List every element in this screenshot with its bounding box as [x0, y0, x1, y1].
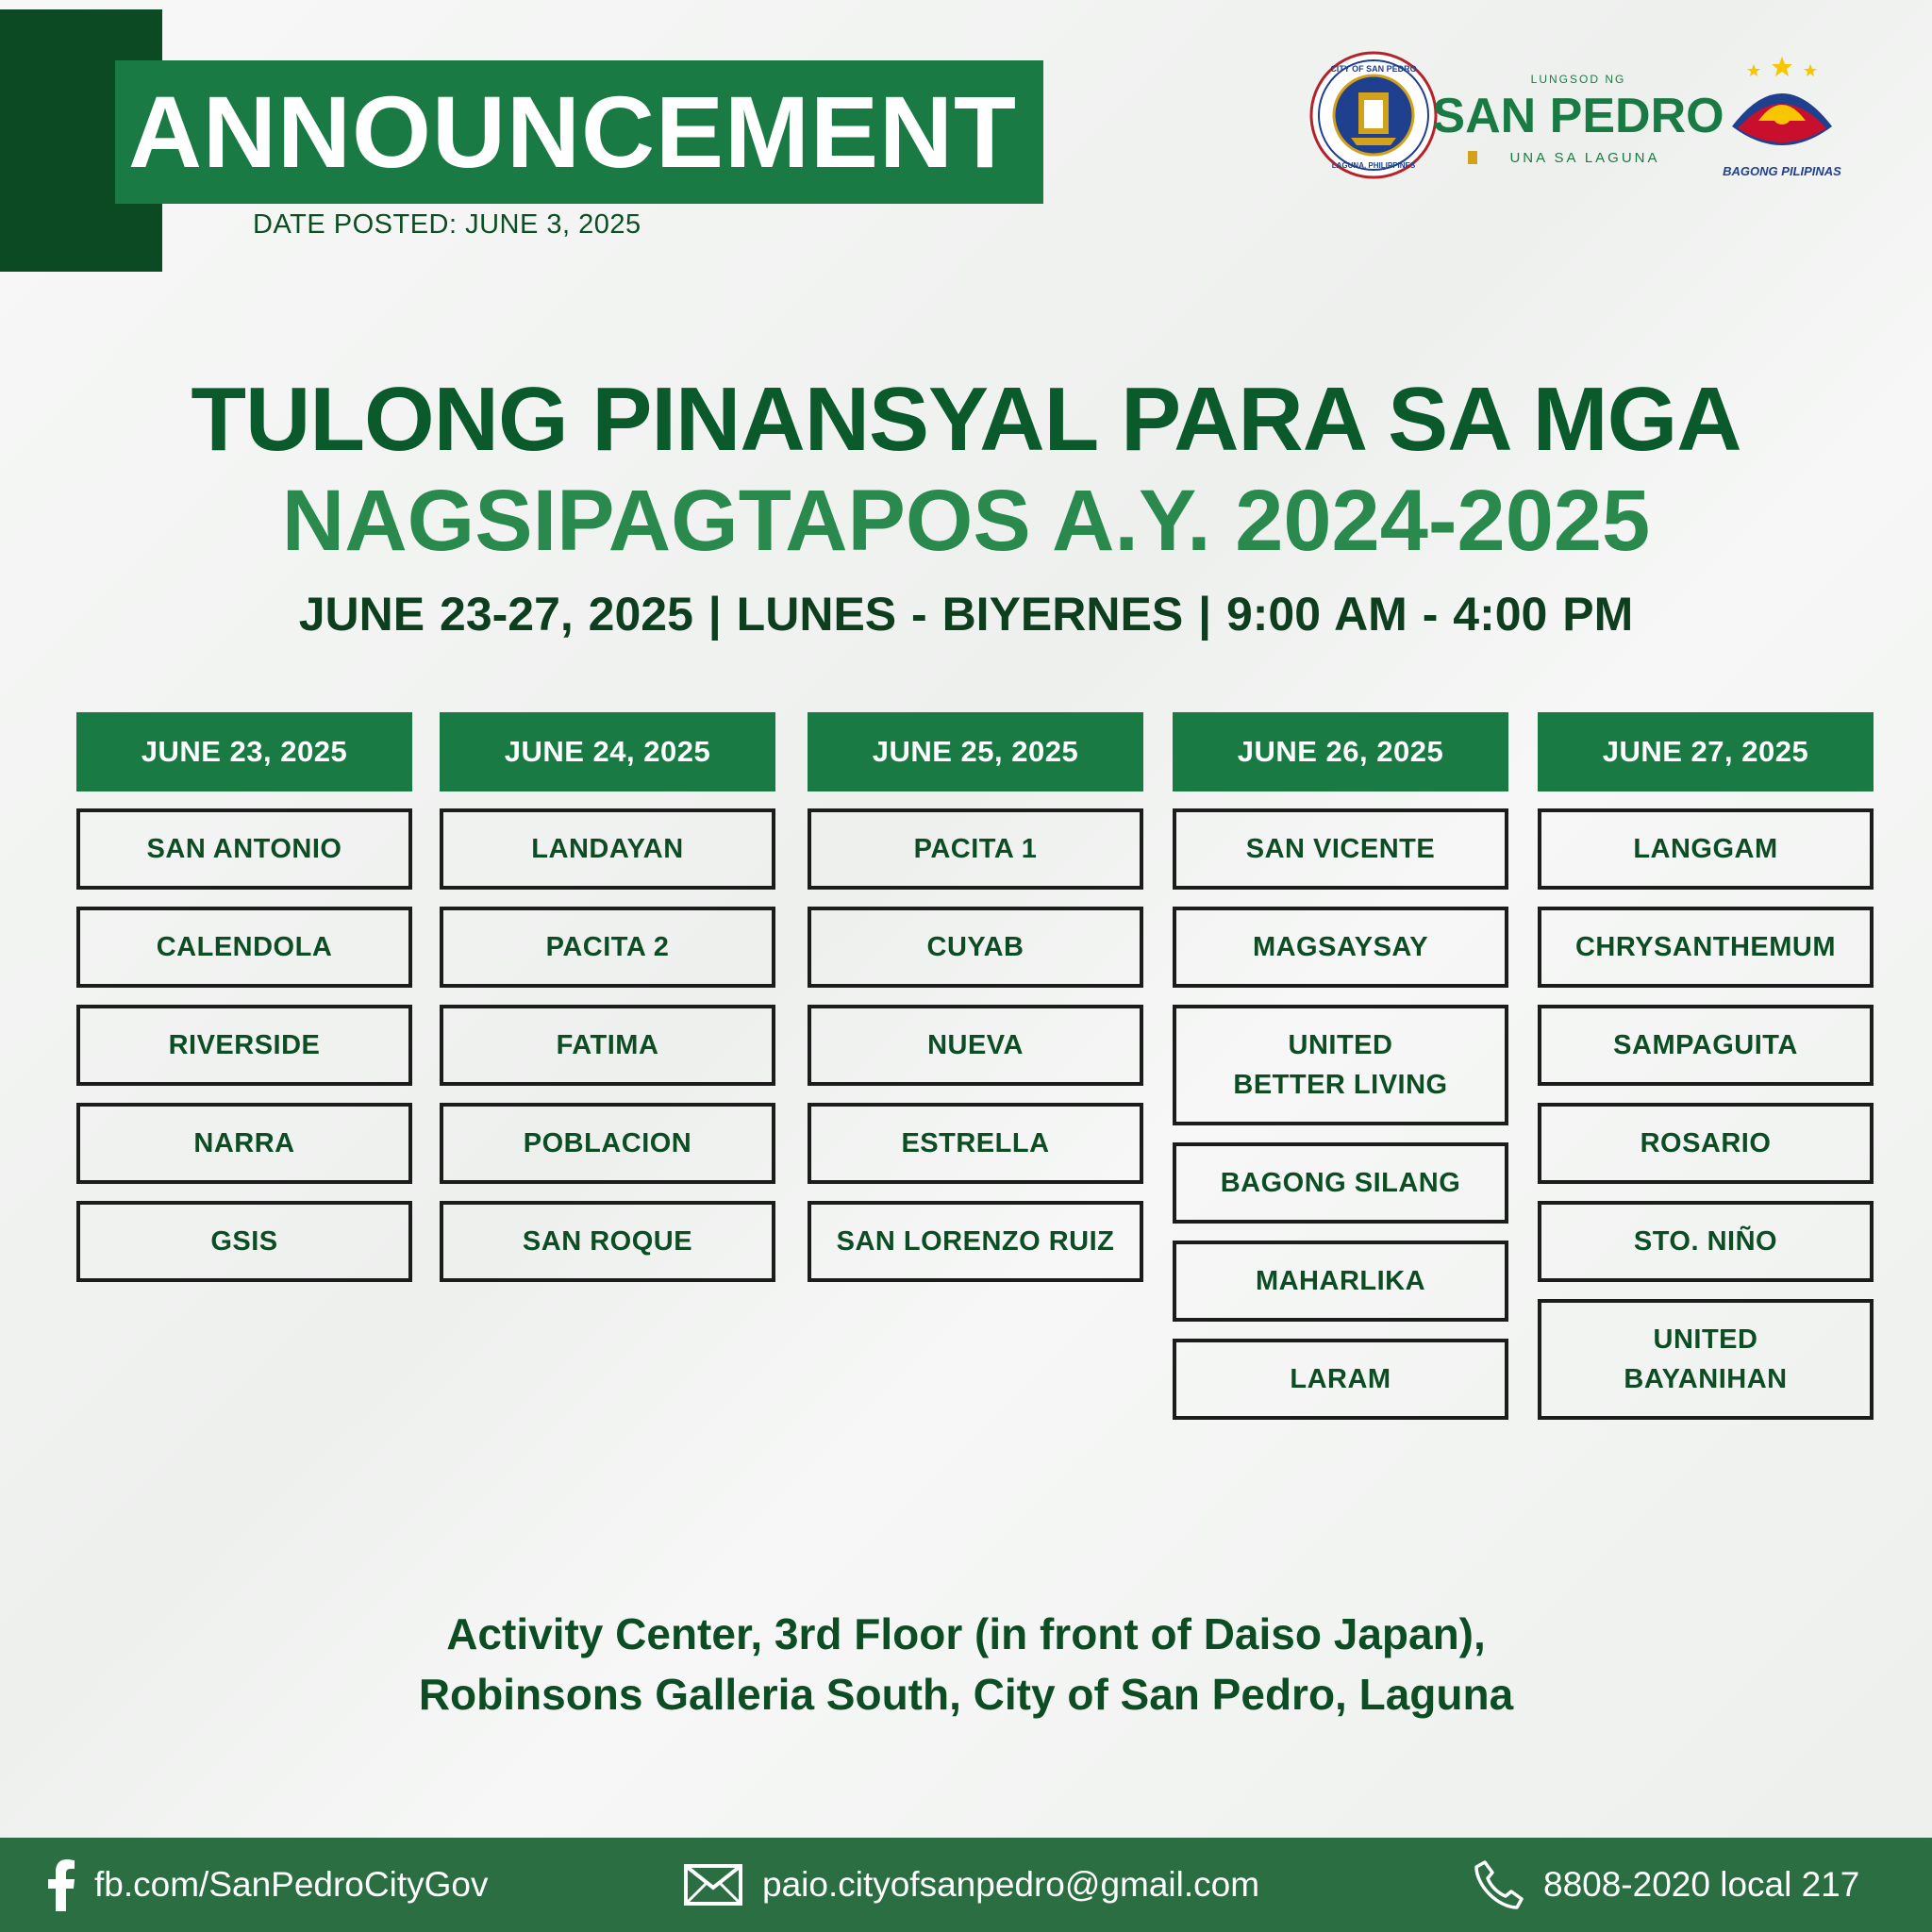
schedule-summary: JUNE 23-27, 2025 | LUNES - BIYERNES | 9:00 AM - 4:00 PM [298, 588, 1634, 641]
barangay-cell: FATIMA [440, 1005, 775, 1086]
column-date-header: JUNE 25, 2025 [808, 712, 1143, 791]
title-line-2: NAGSIPAGTAPOS A.Y. 2024-2025 [281, 473, 1651, 569]
barangay-cell: UNITED BAYANIHAN [1538, 1299, 1874, 1420]
column-date-header: JUNE 24, 2025 [440, 712, 775, 791]
barangay-cell: MAHARLIKA [1173, 1241, 1508, 1322]
schedule-column [440, 712, 775, 1282]
schedule-column [808, 712, 1143, 1282]
barangay-cell: ESTRELLA [808, 1103, 1143, 1184]
barangay-cell: CALENDOLA [76, 907, 412, 988]
phone-number[interactable]: 8808-2020 local 217 [1543, 1865, 1860, 1904]
barangay-cell: SAN LORENZO RUIZ [808, 1201, 1143, 1282]
barangay-cell: ROSARIO [1538, 1103, 1874, 1184]
barangay-cell: POBLACION [440, 1103, 775, 1184]
venue-address [0, 1604, 1932, 1724]
barangay-cell: CHRYSANTHEMUM [1538, 907, 1874, 988]
barangay-cell: GSIS [76, 1201, 412, 1282]
barangay-cell: CUYAB [808, 907, 1143, 988]
barangay-cell: UNITED BETTER LIVING [1173, 1005, 1508, 1125]
barangay-cell: STO. NIÑO [1538, 1201, 1874, 1282]
seal-bottom-text: LAGUNA, PHILIPPINES [1331, 161, 1416, 170]
barangay-cell: NUEVA [808, 1005, 1143, 1086]
column-date-header: JUNE 27, 2025 [1538, 712, 1874, 791]
barangay-cell: BAGONG SILANG [1173, 1142, 1508, 1224]
barangay-cell: RIVERSIDE [76, 1005, 412, 1086]
venue-line-2: Robinsons Galleria South, City of San Pedro, Laguna [418, 1670, 1514, 1719]
footer-facebook[interactable] [47, 1838, 488, 1932]
column-date-header: JUNE 26, 2025 [1173, 712, 1508, 791]
facebook-icon [47, 1858, 75, 1911]
barangay-cell: SAN ANTONIO [76, 808, 412, 890]
bp-logo-text: BAGONG PILIPINAS [1723, 164, 1841, 178]
phone-icon [1474, 1859, 1524, 1910]
barangay-cell: LANGGAM [1538, 808, 1874, 890]
barangay-cell: LANDAYAN [440, 808, 775, 890]
venue-line-1: Activity Center, 3rd Floor (in front of Daiso Japan), [446, 1609, 1486, 1658]
sp-logo-tagline: UNA SA LAGUNA [1509, 150, 1660, 166]
barangay-cell: SAN ROQUE [440, 1201, 775, 1282]
email-link[interactable]: paio.cityofsanpedro@gmail.com [762, 1865, 1260, 1904]
barangay-cell: PACITA 1 [808, 808, 1143, 890]
date-posted: DATE POSTED: JUNE 3, 2025 [253, 209, 641, 240]
footer-bar [0, 1838, 1932, 1932]
barangay-cell: SAN VICENTE [1173, 808, 1508, 890]
city-seal-logo [1309, 51, 1438, 179]
sp-logo-main-text: SAN PEDRO [1432, 89, 1724, 143]
title-line-1: TULONG PINANSYAL PARA SA MGA [191, 369, 1741, 470]
barangay-cell: MAGSAYSAY [1173, 907, 1508, 988]
schedule-column [1173, 712, 1508, 1420]
schedule-column [1538, 712, 1874, 1420]
mail-icon [683, 1863, 743, 1907]
facebook-link[interactable]: fb.com/SanPedroCityGov [94, 1865, 489, 1904]
footer-phone[interactable] [1474, 1838, 1859, 1932]
barangay-cell: PACITA 2 [440, 907, 775, 988]
san-pedro-logo [1432, 70, 1724, 174]
schedule-column [76, 712, 412, 1282]
bagong-pilipinas-logo [1711, 51, 1853, 183]
seal-top-text: CITY OF SAN PEDRO [1330, 64, 1417, 74]
barangay-cell: SAMPAGUITA [1538, 1005, 1874, 1086]
footer-email[interactable] [683, 1838, 1259, 1932]
barangay-cell: LARAM [1173, 1339, 1508, 1420]
announcement-heading: ANNOUNCEMENT [128, 75, 1017, 189]
column-date-header: JUNE 23, 2025 [76, 712, 412, 791]
sp-logo-small-text: LUNGSOD NG [1530, 73, 1626, 86]
barangay-cell: NARRA [76, 1103, 412, 1184]
